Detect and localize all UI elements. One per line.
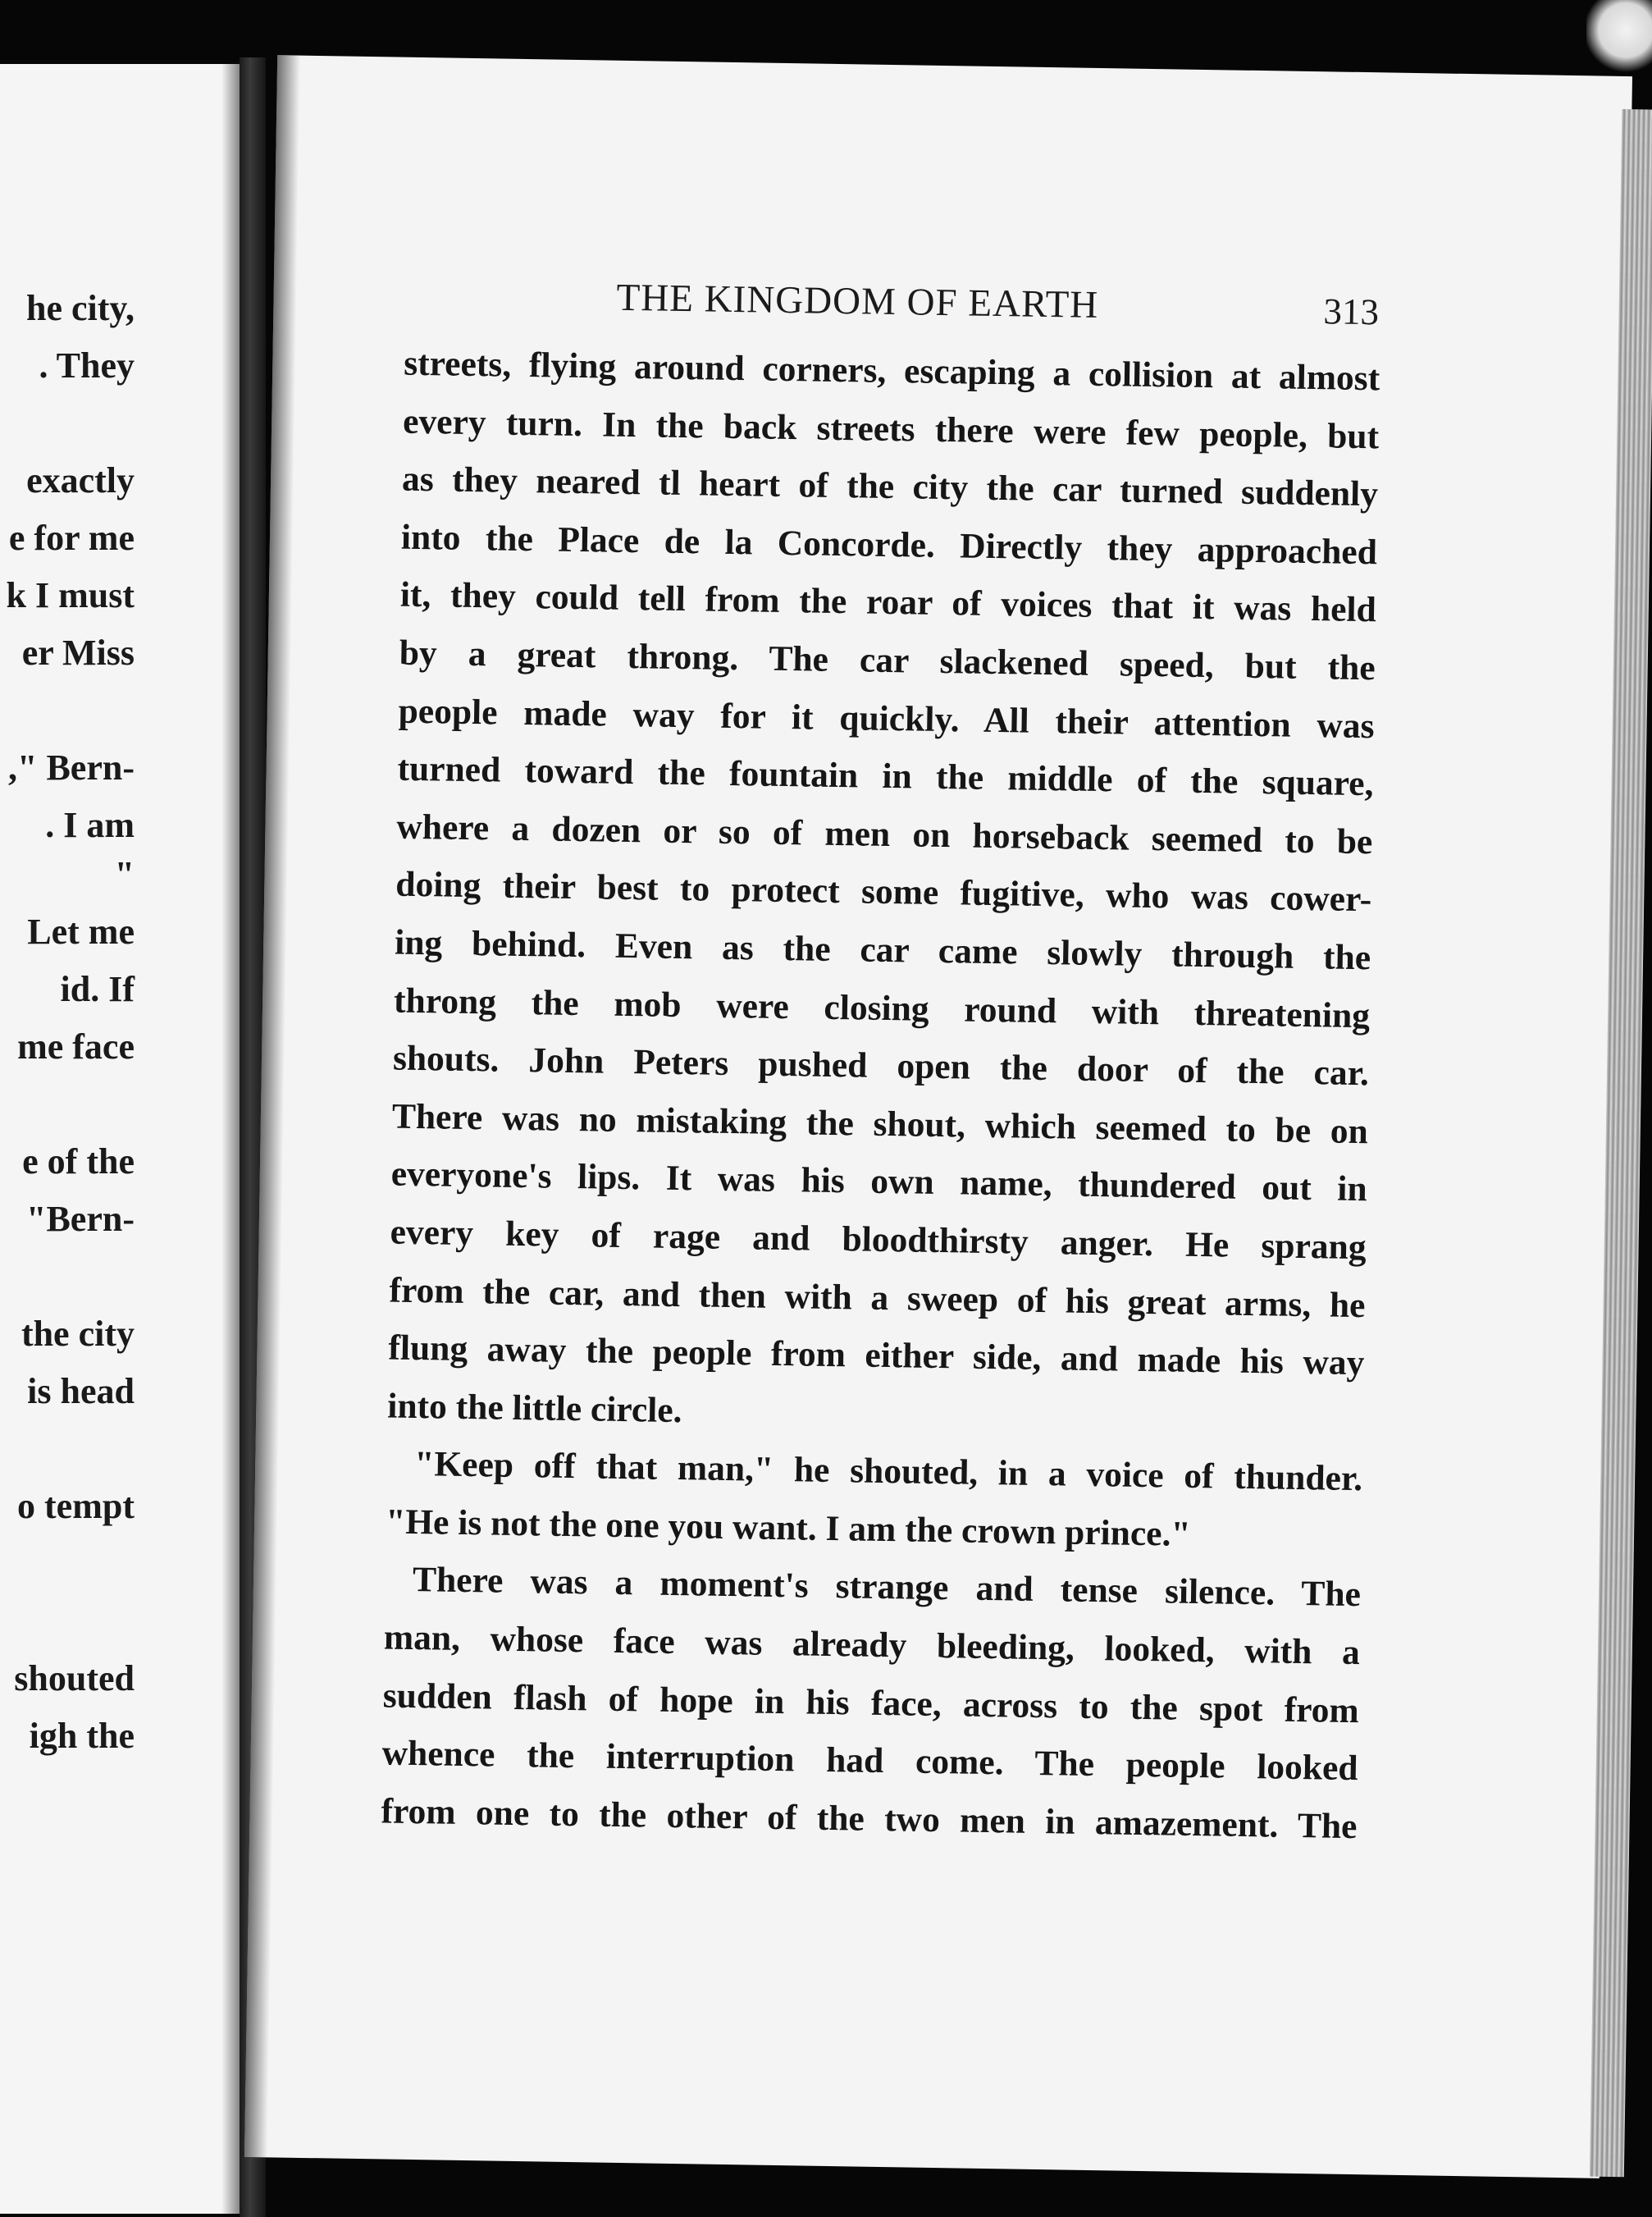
text-line: people made way for it quickly. All their attention was bbox=[398, 691, 1375, 746]
previous-page-line: "Bern- bbox=[26, 1199, 135, 1239]
text-line: from the car, and then with a sweep of his great arms, he bbox=[389, 1270, 1366, 1325]
text-line: into the Place de la Concorde. Directly they approached bbox=[400, 517, 1378, 573]
previous-page-line: e of the bbox=[22, 1141, 135, 1182]
gutter-shadow bbox=[221, 64, 240, 2214]
text-line: turned toward the fountain in the middle of the square, bbox=[397, 748, 1374, 804]
text-line: flung away the people from either side, and made his way bbox=[388, 1328, 1365, 1383]
previous-page-line: igh the bbox=[29, 1716, 135, 1756]
text-line: throng the mob were closing round with threatening bbox=[393, 981, 1371, 1035]
text-line: every turn. In the back streets there were few people, but bbox=[402, 401, 1380, 456]
previous-page-line: ," Bern- bbox=[8, 747, 135, 788]
page-number: 313 bbox=[1323, 290, 1380, 333]
running-head: THE KINGDOM OF EARTH bbox=[616, 276, 1099, 327]
scan-fleck bbox=[1586, 0, 1652, 75]
text-line: ing behind. Even as the car came slowly through the bbox=[394, 922, 1371, 978]
text-line: everyone's lips. It was his own name, thundered out in bbox=[390, 1154, 1368, 1209]
previous-page-line: exactly bbox=[26, 460, 135, 501]
previous-page-line: Let me bbox=[27, 912, 135, 952]
page-edges bbox=[1590, 109, 1652, 2177]
text-line: where a dozen or so of men on horseback seemed to be bbox=[396, 807, 1373, 862]
text-line: from one to the other of the two men in amazement. The bbox=[381, 1791, 1358, 1846]
previous-page-line: e for me bbox=[8, 518, 135, 558]
text-line: every key of rage and bloodthirsty anger. He sprang bbox=[390, 1212, 1367, 1268]
previous-page-line: he city, bbox=[26, 288, 135, 328]
previous-page-line: " bbox=[114, 854, 135, 894]
text-line: There was a moment's strange and tense silence. The bbox=[412, 1560, 1362, 1615]
text-line: "He is not the one you want. I am the crown prince." bbox=[385, 1502, 1191, 1554]
text-line: streets, flying around corners, escaping a collision at almost bbox=[403, 343, 1380, 399]
previous-page-line: k I must bbox=[6, 575, 135, 615]
text-line: by a great throng. The car slackened speed, but the bbox=[399, 633, 1376, 688]
previous-page-line: id. If bbox=[60, 969, 135, 1009]
previous-page-line: o tempt bbox=[17, 1486, 135, 1526]
text-line: into the little circle. bbox=[387, 1386, 682, 1430]
text-line: whence the interruption had come. The people looked bbox=[381, 1733, 1358, 1789]
text-line: sudden flash of hope in his face, across to the spot from bbox=[382, 1675, 1360, 1730]
previous-page-line: . I am bbox=[45, 805, 135, 845]
previous-page-line: er Miss bbox=[21, 633, 135, 673]
body-text bbox=[381, 335, 1380, 1856]
text-line: doing their best to protect some fugitive, who was cower- bbox=[395, 864, 1372, 920]
text-line: shouts. John Peters pushed open the door of the car. bbox=[392, 1038, 1370, 1094]
text-line: There was no mistaking the shout, which seemed to be on bbox=[391, 1096, 1369, 1151]
current-page bbox=[244, 55, 1632, 2178]
previous-page-line: . They bbox=[39, 345, 135, 386]
previous-page-line: is head bbox=[27, 1371, 135, 1411]
text-line: it, they could tell from the roar of voices that it was held bbox=[399, 574, 1377, 630]
text-line: as they neared tl heart of the city the car turned suddenly bbox=[401, 459, 1379, 514]
previous-page-line: me face bbox=[17, 1026, 135, 1067]
previous-page-fragment bbox=[0, 64, 240, 2214]
text-line: man, whose face was already bleeding, looked, with a bbox=[383, 1617, 1361, 1673]
previous-page-line: the city bbox=[21, 1314, 135, 1354]
text-line: "Keep off that man," he shouted, in a voice of thunder. bbox=[413, 1444, 1363, 1499]
previous-page-line: shouted bbox=[14, 1658, 135, 1698]
